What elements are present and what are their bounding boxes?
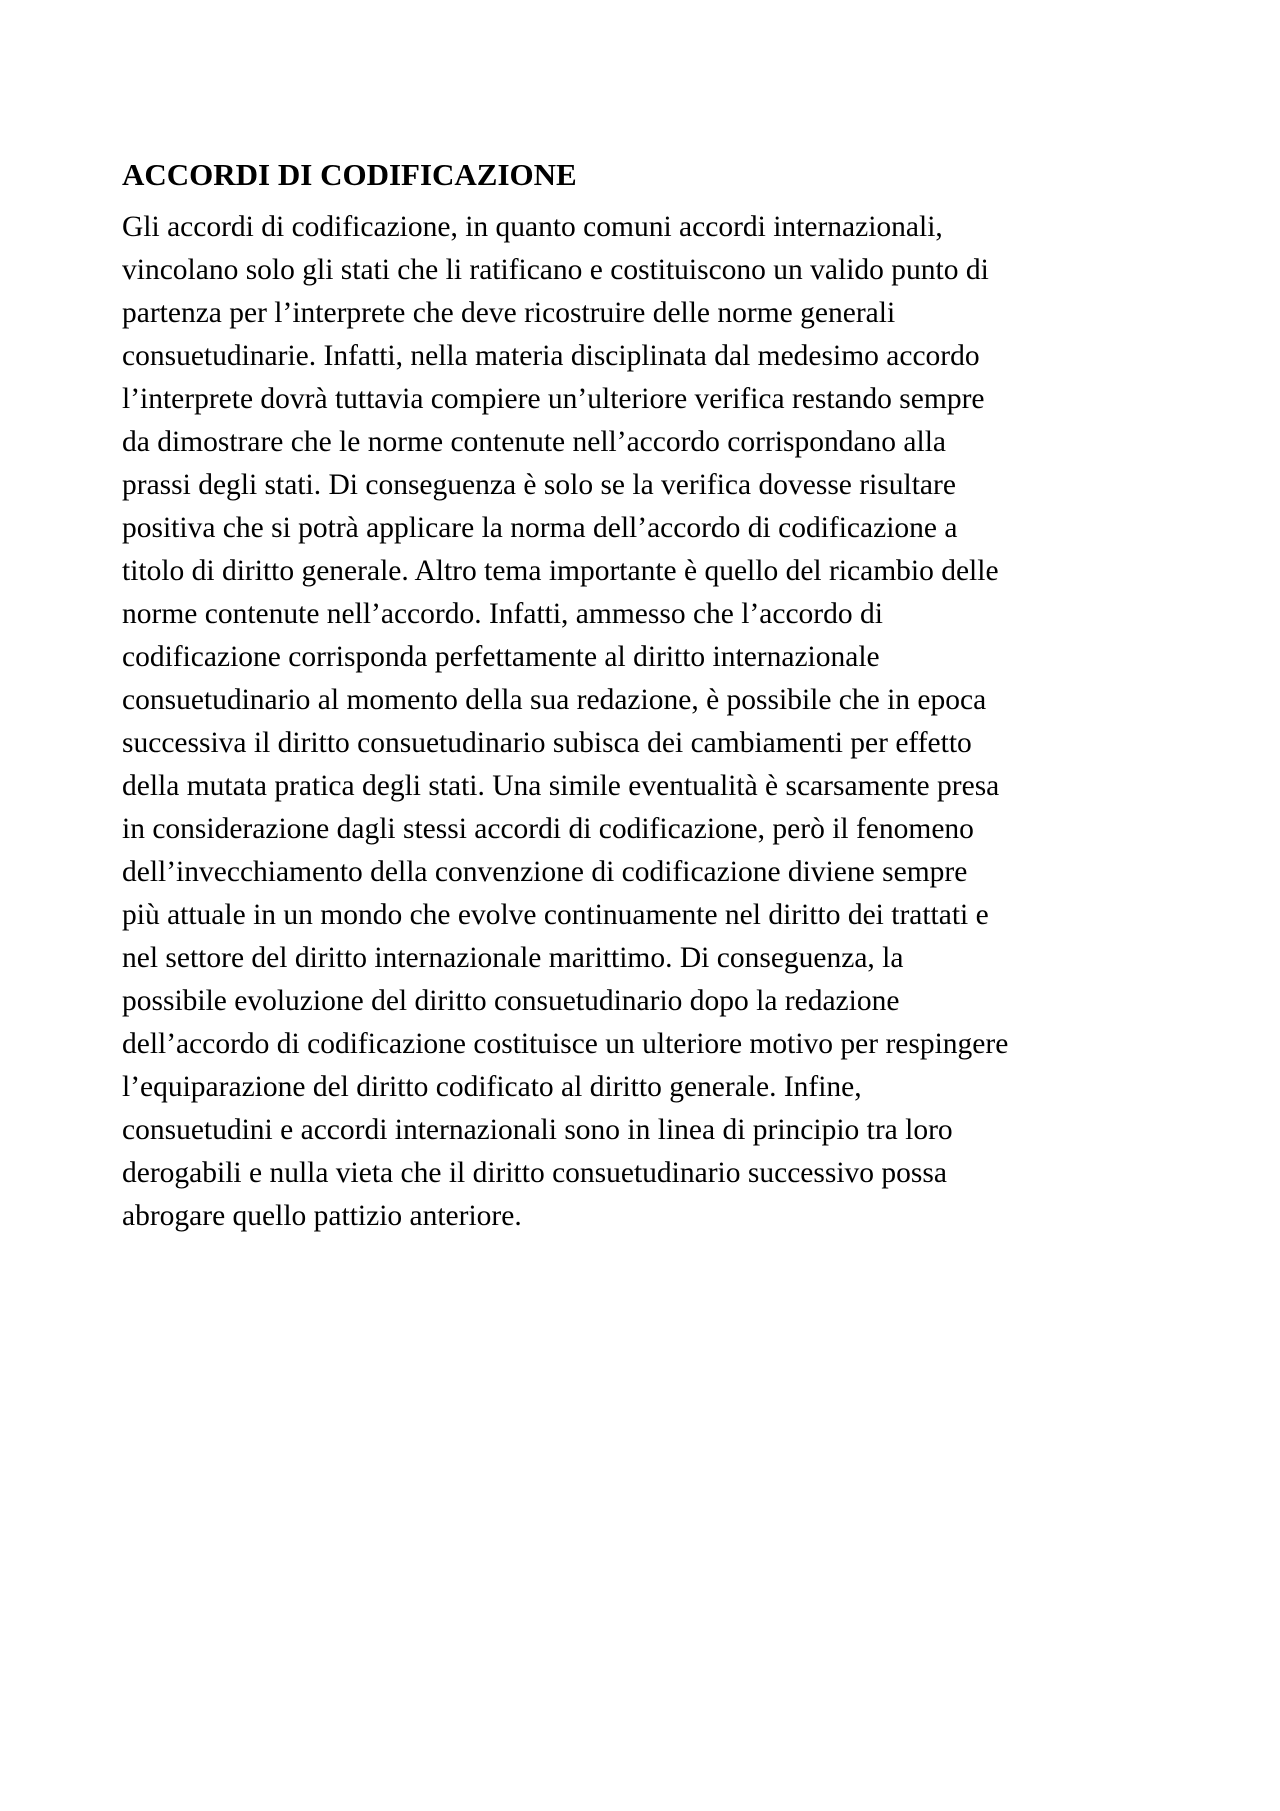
paragraph-line: prassi degli stati. Di conseguenza è solo se la verifica dovesse risultare [122,469,956,501]
paragraph-line: più attuale in un mondo che evolve continuamente nel diritto dei trattati e [122,899,989,931]
paragraph-line: dell’accordo di codificazione costituisce un ulteriore motivo per respingere [122,1028,1009,1060]
paragraph-line: della mutata pratica degli stati. Una simile eventualità è scarsamente presa [122,770,1000,802]
paragraph-line: positiva che si potrà applicare la norma dell’accordo di codificazione a [122,512,958,544]
paragraph-line: abrogare quello pattizio anteriore. [122,1200,522,1232]
document-title: ACCORDI DI CODIFICAZIONE [122,157,577,192]
paragraph-line: derogabili e nulla vieta che il diritto consuetudinario successivo possa [122,1157,947,1189]
paragraph-line: norme contenute nell’accordo. Infatti, ammesso che l’accordo di [122,598,883,630]
paragraph-line: codificazione corrisponda perfettamente al diritto internazionale [122,641,880,673]
paragraph-line: da dimostrare che le norme contenute nell’accordo corrispondano alla [122,426,947,458]
paragraph-line: dell’invecchiamento della convenzione di codificazione diviene sempre [122,856,968,888]
paragraph-line: consuetudinarie. Infatti, nella materia disciplinata dal medesimo accordo [122,340,980,372]
document-content [122,153,1182,1238]
paragraph-line: vincolano solo gli stati che li ratificano e costituiscono un valido punto di [122,254,989,286]
paragraph-line: Gli accordi di codificazione, in quanto comuni accordi internazionali, [122,211,943,243]
paragraph-line: successiva il diritto consuetudinario subisca dei cambiamenti per effetto [122,727,972,759]
paragraph-line: consuetudinario al momento della sua redazione, è possibile che in epoca [122,684,987,716]
body-paragraph [122,206,1182,1238]
paragraph-line: l’interprete dovrà tuttavia compiere un’ulteriore verifica restando sempre [122,383,985,415]
paragraph-line: titolo di diritto generale. Altro tema importante è quello del ricambio delle [122,555,999,587]
paragraph-line: nel settore del diritto internazionale marittimo. Di conseguenza, la [122,942,904,974]
paragraph-line: partenza per l’interprete che deve ricostruire delle norme generali [122,297,896,329]
paragraph-line: possibile evoluzione del diritto consuetudinario dopo la redazione [122,985,900,1017]
paragraph-line: consuetudini e accordi internazionali sono in linea di principio tra loro [122,1114,953,1146]
paragraph-line: in considerazione dagli stessi accordi di codificazione, però il fenomeno [122,813,974,845]
paragraph-line: l’equiparazione del diritto codificato al diritto generale. Infine, [122,1071,862,1103]
